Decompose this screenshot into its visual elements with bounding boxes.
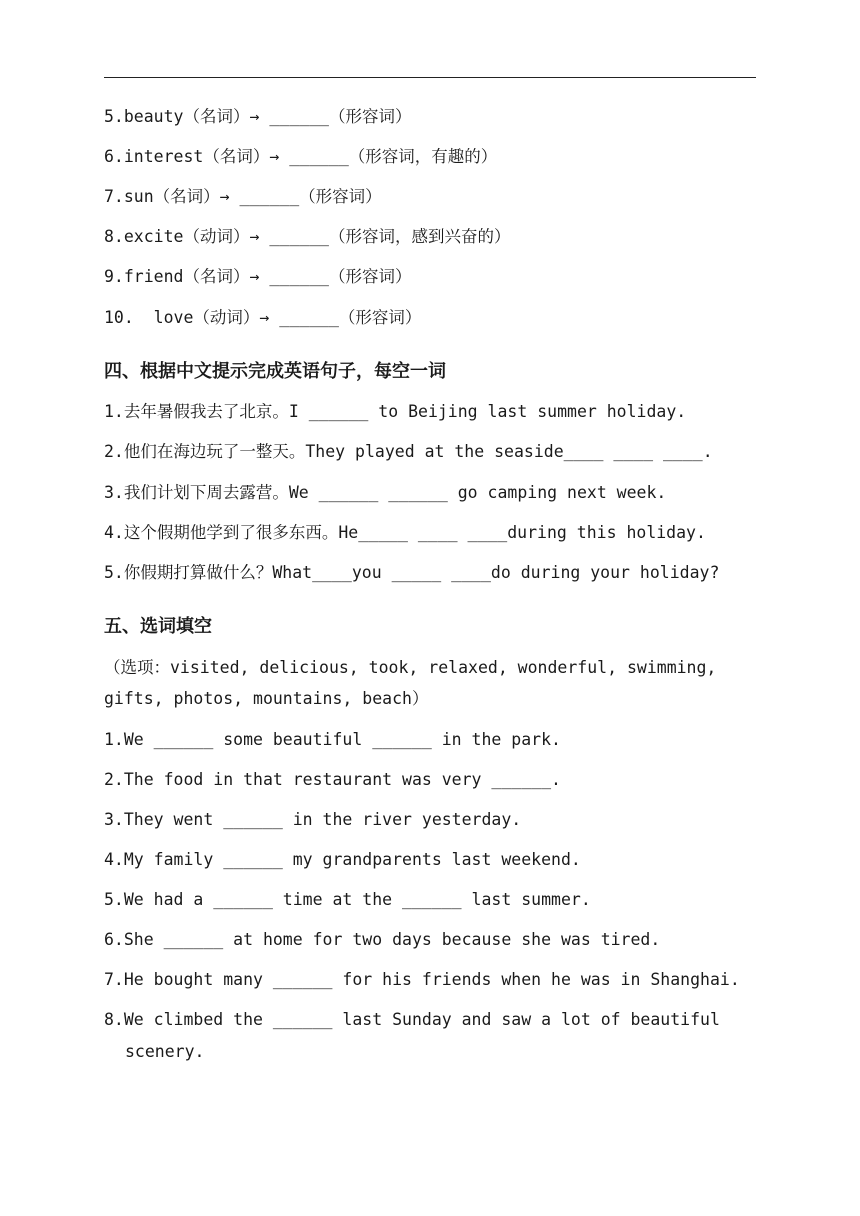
fill-item-5: 5.We had a ______ time at the ______ last summer. (104, 890, 591, 909)
section4-heading: 四、根据中文提示完成英语句子，每空一词 (104, 361, 446, 382)
word-bank-line-1: （选项：visited, delicious, took, relaxed, wonderful, swimming, (104, 658, 717, 677)
translation-item-5: 5.你假期打算做什么？What____you _____ ____do during your holiday? (104, 563, 720, 582)
word-form-item-9: 9.friend（名词）→ ______（形容词） (104, 267, 412, 286)
word-bank-line-2: gifts, photos, mountains, beach） (104, 689, 429, 708)
fill-item-7: 7.He bought many ______ for his friends when he was in Shanghai. (104, 970, 740, 989)
word-form-item-8: 8.excite（动词）→ ______（形容词，感到兴奋的） (104, 227, 511, 246)
word-form-item-5: 5.beauty（名词）→ ______（形容词） (104, 107, 412, 126)
fill-item-1: 1.We ______ some beautiful ______ in the park. (104, 730, 561, 749)
translation-item-4: 4.这个假期他学到了很多东西。He_____ ____ ____during this holiday. (104, 523, 706, 542)
word-form-item-6: 6.interest（名词）→ ______（形容词，有趣的） (104, 147, 498, 166)
fill-item-2: 2.The food in that restaurant was very ______. (104, 770, 561, 789)
fill-item-6: 6.She ______ at home for two days because she was tired. (104, 930, 661, 949)
fill-item-8-continuation: scenery. (125, 1042, 205, 1061)
word-form-item-10: 10. love（动词）→ ______（形容词） (104, 308, 422, 327)
header-rule (104, 77, 756, 78)
translation-item-1: 1.去年暑假我去了北京。I ______ to Beijing last summer holiday. (104, 402, 687, 421)
translation-item-2: 2.他们在海边玩了一整天。They played at the seaside____ ____ ____. (104, 442, 713, 461)
word-form-item-7: 7.sun（名词）→ ______（形容词） (104, 187, 382, 206)
section5-heading: 五、选词填空 (104, 616, 212, 637)
fill-item-4: 4.My family ______ my grandparents last weekend. (104, 850, 581, 869)
fill-item-3: 3.They went ______ in the river yesterday. (104, 810, 522, 829)
translation-item-3: 3.我们计划下周去露营。We ______ ______ go camping next week. (104, 483, 667, 502)
fill-item-8: 8.We climbed the ______ last Sunday and saw a lot of beautiful (104, 1010, 720, 1029)
